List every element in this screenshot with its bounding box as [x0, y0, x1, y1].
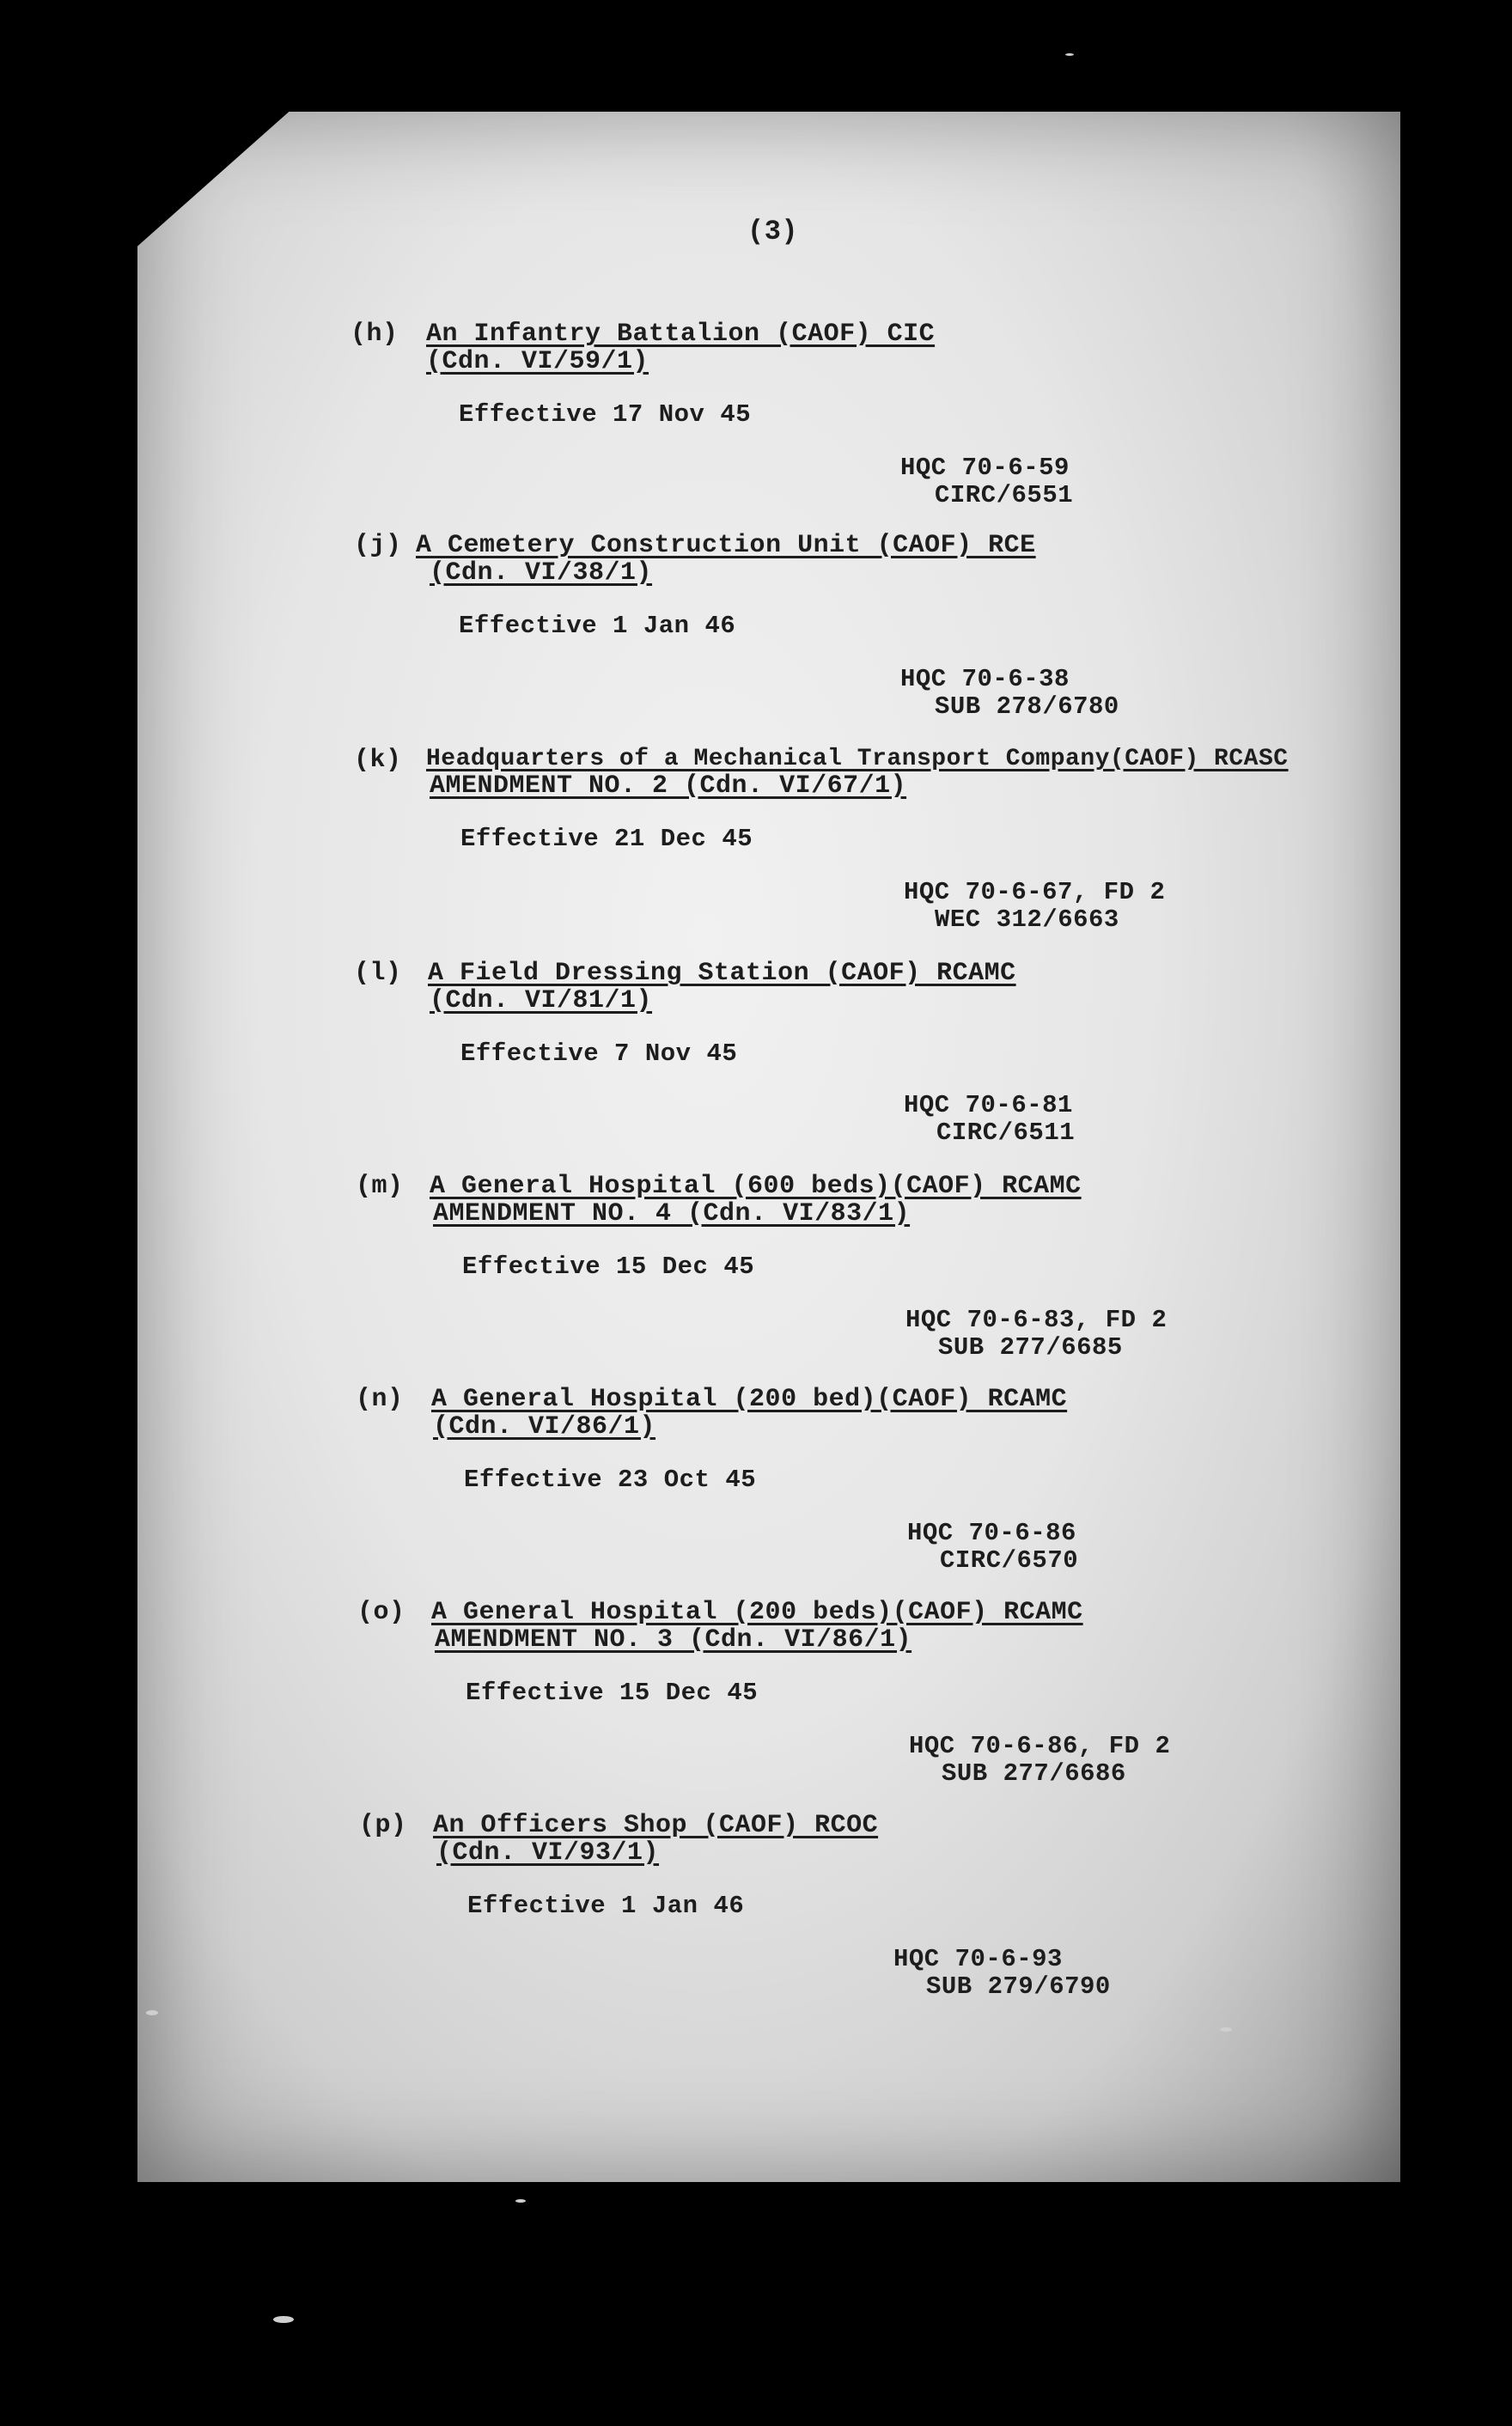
entry-letter: (k): [354, 746, 402, 775]
dust-speck: [515, 2199, 526, 2203]
entry-reference-file: HQC 70-6-38: [900, 665, 1070, 693]
entry-subtitle: AMENDMENT NO. 2 (Cdn. VI/67/1): [430, 771, 907, 801]
entry-subtitle: (Cdn. VI/93/1): [436, 1838, 660, 1868]
entry-subtitle: (Cdn. VI/38/1): [430, 558, 653, 588]
entry-reference-file: HQC 70-6-86: [907, 1519, 1076, 1547]
entry-reference-number: CIRC/6511: [936, 1119, 1076, 1147]
entry-subtitle: AMENDMENT NO. 3 (Cdn. VI/86/1): [435, 1625, 912, 1655]
page-number: (3): [747, 216, 799, 247]
entry-letter: (n): [356, 1385, 404, 1414]
entry-letter: (l): [354, 959, 402, 988]
entry-title: A General Hospital (600 beds)(CAOF) RCAMC: [430, 1172, 1082, 1201]
entry-letter: (p): [359, 1811, 407, 1840]
entry-title: A Cemetery Construction Unit (CAOF) RCE: [416, 531, 1036, 560]
entry-title: A Field Dressing Station (CAOF) RCAMC: [428, 959, 1016, 988]
entry-subtitle: (Cdn. VI/86/1): [433, 1412, 656, 1442]
entry-reference-file: HQC 70-6-83, FD 2: [905, 1306, 1168, 1334]
entry-reference-file: HQC 70-6-86, FD 2: [909, 1732, 1171, 1760]
entry-reference-number: WEC 312/6663: [935, 905, 1119, 934]
entry-title: Headquarters of a Mechanical Transport Company(CAOF) RCASC: [426, 746, 1289, 772]
entry-title: An Officers Shop (CAOF) RCOC: [433, 1811, 879, 1840]
entry-title: An Infantry Battalion (CAOF) CIC: [426, 320, 936, 349]
entry-effective-date: Effective 23 Oct 45: [464, 1466, 757, 1494]
entry-effective-date: Effective 1 Jan 46: [459, 612, 736, 640]
entry-subtitle: (Cdn. VI/81/1): [430, 986, 653, 1015]
entry-effective-date: Effective 15 Dec 45: [466, 1679, 759, 1707]
entry-reference-file: HQC 70-6-59: [900, 454, 1070, 482]
entry-letter: (h): [351, 320, 399, 349]
dust-speck: [1065, 53, 1074, 56]
entry-reference-number: SUB 277/6685: [938, 1333, 1123, 1362]
entry-letter: (m): [356, 1172, 404, 1201]
document-page: [137, 112, 1400, 2182]
entry-reference-number: CIRC/6551: [935, 481, 1074, 509]
entry-effective-date: Effective 17 Nov 45: [459, 400, 752, 429]
entry-effective-date: Effective 21 Dec 45: [460, 825, 753, 853]
entry-reference-file: HQC 70-6-67, FD 2: [904, 878, 1166, 906]
entry-reference-number: SUB 278/6780: [935, 692, 1119, 721]
entry-reference-number: CIRC/6570: [940, 1546, 1079, 1575]
entry-reference-file: HQC 70-6-81: [904, 1091, 1073, 1119]
entry-letter: (o): [357, 1598, 405, 1627]
dust-speck: [273, 2316, 294, 2323]
entry-title: A General Hospital (200 bed)(CAOF) RCAMC: [431, 1385, 1068, 1414]
entry-reference-number: SUB 277/6686: [942, 1759, 1126, 1788]
entry-letter: (j): [354, 531, 402, 560]
entry-subtitle: (Cdn. VI/59/1): [426, 347, 649, 376]
entry-effective-date: Effective 1 Jan 46: [467, 1892, 745, 1920]
entry-subtitle: AMENDMENT NO. 4 (Cdn. VI/83/1): [433, 1199, 911, 1228]
entry-effective-date: Effective 15 Dec 45: [462, 1253, 755, 1281]
dust-speck: [146, 2010, 158, 2015]
entry-effective-date: Effective 7 Nov 45: [460, 1039, 738, 1068]
entry-reference-number: SUB 279/6790: [926, 1972, 1111, 2001]
entry-reference-file: HQC 70-6-93: [893, 1945, 1063, 1973]
dust-speck: [1220, 2027, 1232, 2032]
entry-title: A General Hospital (200 beds)(CAOF) RCAMC: [431, 1598, 1083, 1627]
